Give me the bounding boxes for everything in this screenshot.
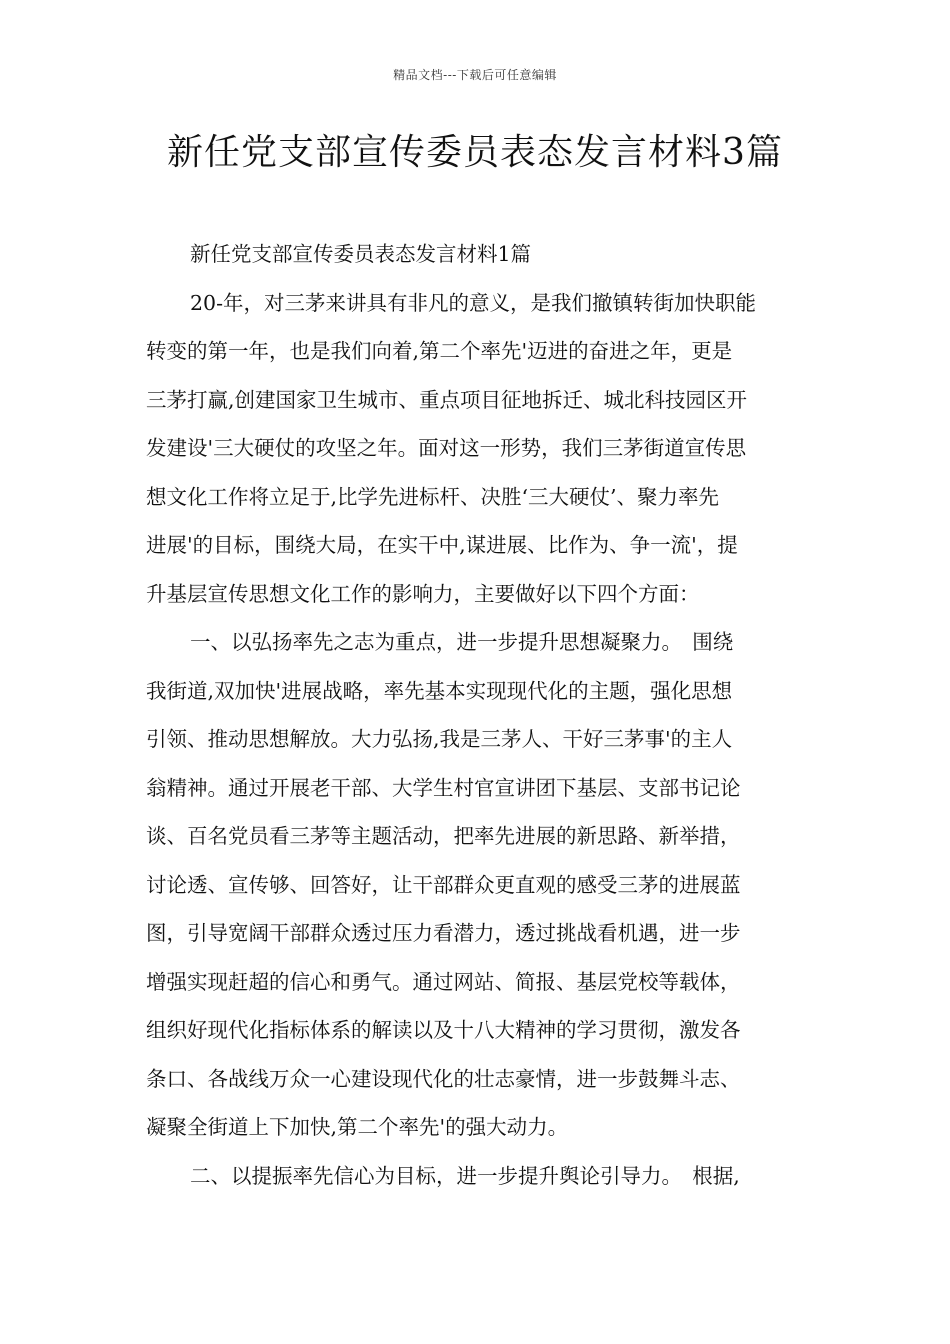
text-line: 图，引导宽阔干部群众透过压力看潜力，透过挑战看机遇，进一步 xyxy=(146,921,741,945)
text-line: 发建设'三大硬仗的攻坚之年。面对这一形势，我们三茅街道宣传思 xyxy=(146,436,747,460)
text-line: 条口、各战线万众一心建设现代化的壮志豪情，进一步鼓舞斗志、 xyxy=(146,1066,741,1091)
text-line: 三茅打赢,创建国家卫生城市、重点项目征地拆迁、城北科技园区开 xyxy=(146,387,748,412)
text-line: 增强实现赶超的信心和勇气。通过网站、简报、基层党校等载体， xyxy=(146,969,741,994)
text-line: 讨论透、宣传够、回答好，让干部群众更直观的感受三茅的进展蓝 xyxy=(146,872,741,897)
header-note: 精品文档---下载后可任意编辑 xyxy=(393,68,557,82)
text-line: 20-年，对三茅来讲具有非凡的意义，是我们撤镇转街加快职能 xyxy=(190,290,757,315)
text-line: 新任党支部宣传委员表态发言材料1篇 xyxy=(190,242,532,266)
text-line: 谈、百名党员看三茅等主题活动，把率先进展的新思路、新举措， xyxy=(146,824,741,848)
text-line: 转变的第一年，也是我们向着,第二个率先'迈进的奋进之年，更是 xyxy=(146,339,733,363)
text-line: 凝聚全街道上下加快,第二个率先'的强大动力。 xyxy=(146,1115,569,1139)
text-line: 升基层宣传思想文化工作的影响力，主要做好以下四个方面： xyxy=(146,581,700,606)
document-title: 新任党支部宣传委员表态发言材料3篇 xyxy=(167,132,783,173)
document-body xyxy=(146,230,806,1200)
text-line: 引领、推动思想解放。大力弘扬,我是三茅人、干好三茅事'的主人 xyxy=(146,727,733,751)
text-line: 一、以弘扬率先之志为重点，进一步提升思想凝聚力。 围绕 xyxy=(190,630,734,654)
text-line: 翁精神。通过开展老干部、大学生村官宣讲团下基层、支部书记论 xyxy=(146,775,741,800)
text-line: 组织好现代化指标体系的解读以及十八大精神的学习贯彻，激发各 xyxy=(146,1018,741,1042)
text-line: 想文化工作将立足于,比学先进标杆、决胜‘三大硬仗’、聚力率先 xyxy=(146,484,720,509)
text-line: 我街道,双加快'进展战略，率先基本实现现代化的主题，强化思想 xyxy=(146,678,733,703)
text-line: 二、以提振率先信心为目标，进一步提升舆论引导力。 根据, xyxy=(190,1163,740,1188)
text-line: 进展'的目标，围绕大局，在实干中,谋进展、比作为、争一流'，提 xyxy=(146,533,738,557)
